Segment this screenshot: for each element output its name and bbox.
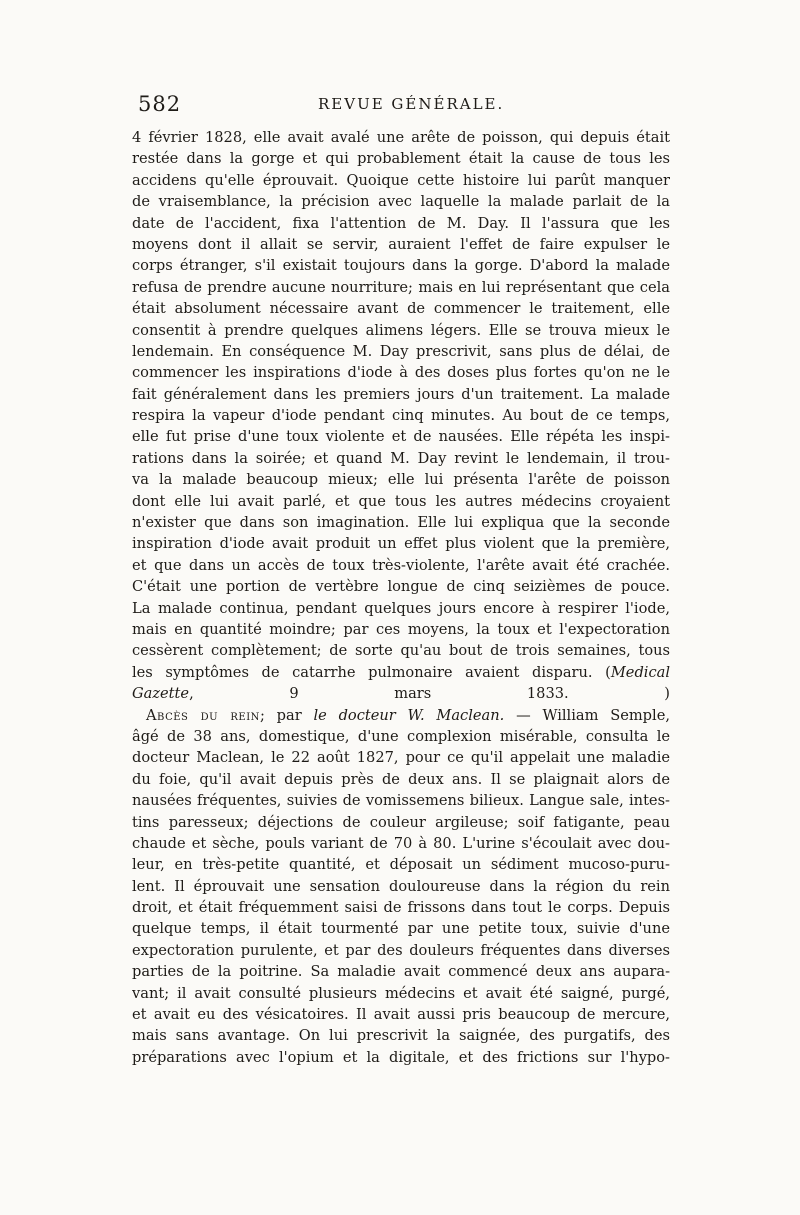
text-line: et que dans un accès de toux très-violente, l'arête avait été crachée. [132, 556, 670, 574]
text-line: quelque temps, il était tourmenté par une petite toux, suivie d'une [132, 920, 670, 938]
text-line: n'exister que dans son imagination. Elle lui expliqua que la seconde [132, 514, 670, 532]
text-line: 4 février 1828, elle avait avalé une arête de poisson, qui depuis était [132, 129, 670, 146]
journal-name: Gazette [132, 685, 190, 703]
text-line: restée dans la gorge et qui probablement était la cause de tous les [132, 150, 670, 168]
text-line: préparations avec l'opium et la digitale, et des frictions sur l'hypo- [132, 1048, 670, 1066]
text-line: cessèrent complètement; de sorte qu'au bout de trois semaines, tous [132, 642, 670, 660]
text-line: respira la vapeur d'iode pendant cinq minutes. Au bout de ce temps, [132, 407, 670, 425]
text-line: elle fut prise d'une toux violente et de nausées. Elle répéta les inspi- [132, 428, 670, 446]
text-line: tins paresseux; déjections de couleur argileuse; soif fatigante, peau [132, 813, 670, 831]
text-line: fait généralement dans les premiers jours d'un traitement. La malade [132, 385, 670, 403]
text-line: leur, en très-petite quantité, et déposait un sédiment mucoso-puru- [132, 856, 670, 874]
text-line: inspiration d'iode avait produit un effet plus violent que la première, [132, 535, 670, 553]
line-text: les symptômes de catarrhe pulmonaire avaient disparu. ( [132, 663, 611, 681]
text-line [132, 662, 670, 683]
citation-line [132, 683, 670, 704]
text-line: C'était une portion de vertèbre longue de cinq seizièmes de pouce. [132, 578, 670, 596]
text-line: parties de la poitrine. Sa maladie avait commencé deux ans aupara- [132, 963, 670, 981]
page-header [138, 92, 668, 118]
text-line: dont elle lui avait parlé, et que tous les autres médecins croyaient [132, 492, 670, 510]
running-title: REVUE GÉNÉRALE. [318, 95, 505, 113]
text-line: docteur Maclean, le 22 août 1827, pour ce qu'il appelait une maladie [132, 749, 670, 767]
text-line: et avait eu des vésicatoires. Il avait aussi pris beaucoup de mercure, [132, 1006, 670, 1024]
text-line: âgé de 38 ans, domestique, d'une complexion misérable, consulta le [132, 727, 670, 745]
text-line: commencer les inspirations d'iode à des doses plus fortes qu'on ne le [132, 364, 670, 382]
text-line: vant; il avait consulté plusieurs médecins et avait été saigné, purgé, [132, 984, 670, 1002]
text-line: consentit à prendre quelques alimens légers. Elle se trouva mieux le [132, 321, 670, 339]
citation-date: , 9 mars 1833. ) [189, 685, 670, 703]
text-line: rations dans la soirée; et quand M. Day revint le lendemain, il trou- [132, 449, 670, 467]
text-line: lendemain. En conséquence M. Day prescrivit, sans plus de délai, de [132, 342, 670, 360]
body-text [132, 127, 670, 1068]
text-line: va la malade beaucoup mieux; elle lui présenta l'arête de poisson [132, 471, 670, 489]
paragraph-iodine-case [132, 127, 670, 683]
text-line: La malade continua, pendant quelques jours encore à respirer l'iode, [132, 599, 670, 617]
text-line: était absolument nécessaire avant de commencer le traitement, elle [132, 300, 670, 318]
heading-line-rest: — William Semple, [516, 706, 670, 724]
text-line: date de l'accident, fixa l'attention de M. Day. Il l'assura que les [132, 214, 670, 232]
text-line: mais en quantité moindre; par ces moyens, la toux et l'expectoration [132, 620, 670, 638]
paragraph-kidney-abscess [132, 726, 670, 1068]
text-line: lent. Il éprouvait une sensation douloureuse dans la région du rein [132, 877, 670, 895]
text-line: corps étranger, s'il existait toujours dans la gorge. D'abord la malade [132, 257, 670, 275]
article-heading: Abcès du rein [146, 706, 260, 724]
text-line: du foie, qu'il avait depuis près de deux ans. Il se plaignait alors de [132, 770, 670, 788]
text-line: refusa de prendre aucune nourriture; mais en lui représentant que cela [132, 278, 670, 296]
article-author: le docteur W. Maclean. [313, 706, 505, 724]
page-number: 582 [138, 92, 182, 116]
journal-name: Medical [610, 663, 670, 681]
text-line: expectoration purulente, et par des douleurs fréquentes dans diverses [132, 941, 670, 959]
heading-separator: ; par [259, 706, 302, 724]
text-line: nausées fréquentes, suivies de vomissemens bilieux. Langue sale, intes- [132, 792, 670, 810]
text-line: chaude et sèche, pouls variant de 70 à 80. L'urine s'écoulait avec dou- [132, 834, 670, 852]
text-line: de vraisemblance, la précision avec laquelle la malade parlait de la [132, 193, 670, 211]
text-line: accidens qu'elle éprouvait. Quoique cette histoire lui parût manquer [132, 171, 670, 189]
text-line: moyens dont il allait se servir, auraient l'effet de faire expulser le [132, 235, 670, 253]
article-heading-line [132, 705, 670, 726]
text-line: mais sans avantage. On lui prescrivit la saignée, des purgatifs, des [132, 1027, 670, 1045]
text-line: droit, et était fréquemment saisi de frissons dans tout le corps. Depuis [132, 899, 670, 917]
